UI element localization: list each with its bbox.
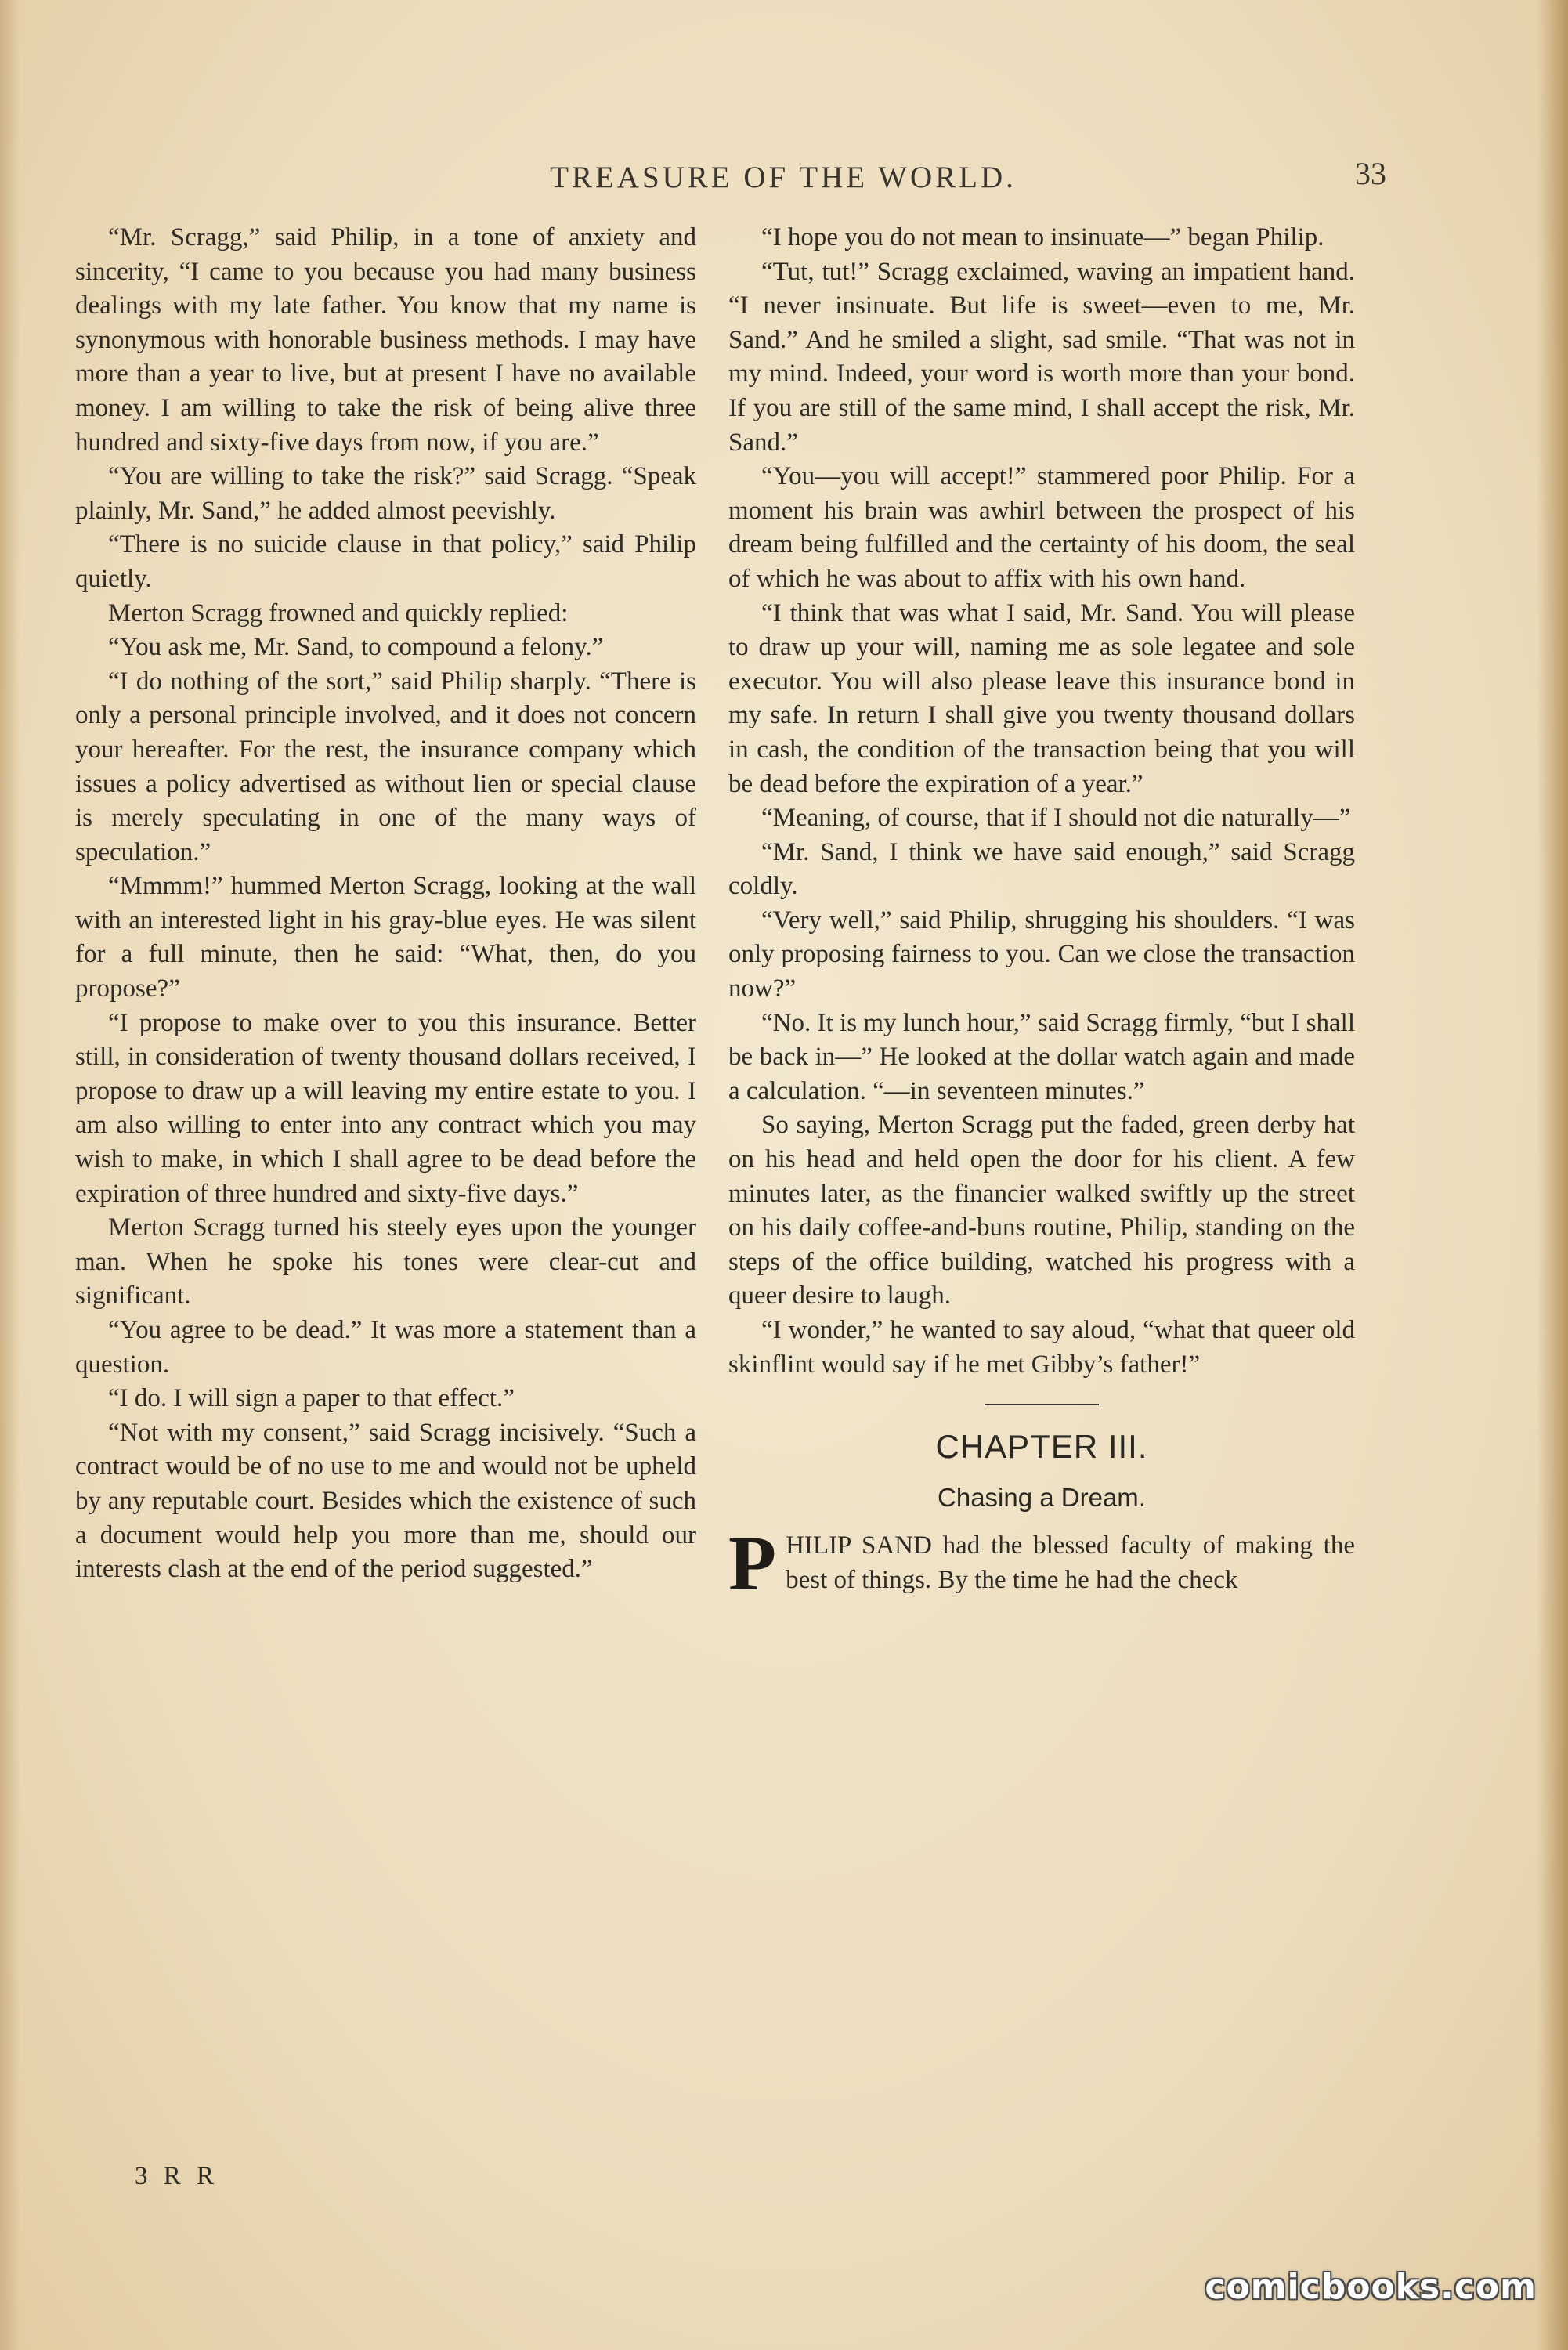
paragraph: “I do nothing of the sort,” said Philip sharply. “There is only a personal principle involved, and it does not concern your hereafter. For the rest, the insurance company which issues a policy advertised as without lien or special clause is merely speculating in one of the many ways of speculation.” — [75, 667, 696, 866]
paragraph: “I hope you do not mean to insinuate—” began Philip. — [761, 223, 1324, 251]
paragraph: “Mr. Scragg,” said Philip, in a tone of anxiety and sincerity, “I came to you because you had many business dealings with my late father. You know that my name is synonymous with honorable business methods. I may have more than a year to live, but at present I have no available money. I am willing to take the risk of being alive three hundred and sixty-five days from now, if you are.” — [75, 223, 696, 457]
page-edge-shadow-left — [0, 0, 20, 2350]
printer-signature-mark: 3 R R — [135, 2162, 219, 2190]
page-edge-shadow-right — [1537, 0, 1568, 2350]
paragraph: “You are willing to take the risk?” said Scragg. “Speak plainly, Mr. Sand,” he added almost peevishly. — [75, 462, 696, 525]
paragraph: “Mmmm!” hummed Merton Scragg, looking at the wall with an interested light in his gray-blue eyes. He was silent for a full minute, then he said: “What, then, do you propose?” — [75, 872, 696, 1003]
paragraph: Merton Scragg turned his steely eyes upon the younger man. When he spoke his tones were clear-cut and significant. — [75, 1213, 696, 1311]
paragraph: “No. It is my lunch hour,” said Scragg firmly, “but I shall be back in—” He looked at the dollar watch again and made a calculation. “—in seventeen minutes.” — [728, 1008, 1355, 1105]
chapter-title: CHAPTER III. — [935, 1428, 1148, 1466]
running-title: TREASURE OF THE WORLD. — [550, 161, 1017, 194]
comicbooks-watermark: comicbooks.com — [1205, 2267, 1537, 2307]
right-column — [728, 221, 1355, 1607]
drop-cap: P — [728, 1520, 777, 1607]
paragraph: “Mr. Sand, I think we have said enough,” said Scragg coldly. — [728, 837, 1355, 901]
left-column — [75, 221, 696, 1587]
paragraph: “Tut, tut!” Scragg exclaimed, waving an impatient hand. “I never insinuate. But life is sweet—even to me, Mr. Sand.” And he smiled a slight, sad smile. “That was not in my mind. Indeed, your word is worth more than your bond. If you are still of the same mind, I shall accept the risk, Mr. Sand.” — [728, 257, 1355, 457]
paragraph: “You—you will accept!” stammered poor Philip. For a moment his brain was awhirl between the prospect of his dream being fulfilled and the certainty of his doom, the seal of which he was about to affix with his own hand. — [728, 462, 1355, 593]
paragraph: “I do. I will sign a paper to that effect.” — [108, 1384, 515, 1413]
chapter-opening-paragraph — [728, 1520, 1355, 1607]
paragraph: “You agree to be dead.” It was more a statement than a question. — [75, 1316, 696, 1379]
paragraph: So saying, Merton Scragg put the faded, green derby hat on his head and held open the door for his client. A few minutes later, as the financier walked swiftly up the street on his daily coffee-and-buns routine, Philip, standing on the steps of the office building, watched his progress with a queer desire to laugh. — [728, 1111, 1355, 1311]
paragraph: “I think that was what I said, Mr. Sand. You will please to draw up your will, naming me as sole legatee and sole executor. You will also please leave this insurance bond in my safe. In return I shall give you twenty thousand dollars in cash, the condition of the transaction being that you will be dead before the expiration of a year.” — [728, 598, 1355, 798]
chapter-subtitle: Chasing a Dream. — [938, 1483, 1146, 1513]
paragraph: “Very well,” said Philip, shrugging his shoulders. “I was only proposing fairness to you. Can we close the transaction now?” — [728, 906, 1355, 1003]
chapter-opening-text: HILIP SAND had the blessed faculty of making the best of things. By the time he had the check — [786, 1531, 1355, 1594]
paragraph: “Meaning, of course, that if I should not die naturally—” — [761, 804, 1351, 833]
paragraph: “Not with my consent,” said Scragg incisively. “Such a contract would be of no use to me and would not be upheld by any reputable court. Besides which the existence of such a document would help you more than me, should our interests clash at the end of the period suggested.” — [75, 1418, 696, 1584]
paragraph: “You ask me, Mr. Sand, to compound a felony.” — [108, 633, 604, 662]
paragraph: “I wonder,” he wanted to say aloud, “what that queer old skinflint would say if he met Gibby’s father!” — [728, 1316, 1355, 1379]
page-number: 33 — [1355, 156, 1386, 191]
paragraph: “There is no suicide clause in that policy,” said Philip quietly. — [75, 530, 696, 593]
paragraph: Merton Scragg frowned and quickly replied: — [108, 598, 569, 627]
paragraph: “I propose to make over to you this insurance. Better still, in consideration of twenty thousand dollars received, I propose to draw up a will leaving my entire estate to you. I am also willing to enter into any contract which you may wish to make, in which I shall agree to be dead before the expiration of three hundred and sixty-five days.” — [75, 1008, 696, 1208]
section-divider-rule — [985, 1404, 1099, 1405]
